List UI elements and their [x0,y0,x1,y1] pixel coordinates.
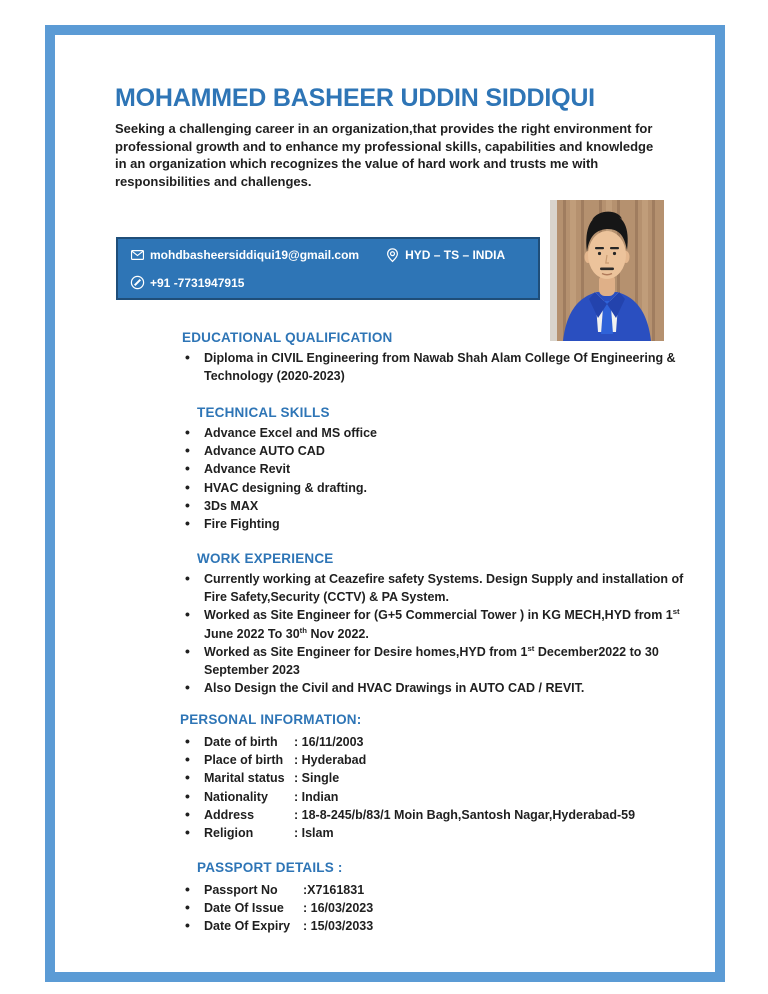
info-row [182,917,612,935]
location-text: HYD – TS – INDIA [405,248,506,262]
personal-info-list [182,733,707,842]
row-label: Date Of Issue [204,901,284,916]
bullet-item: • Worked as Site Engineer for (G+5 Commercial Tower ) in KG MECH,HYD from 1st June 2022 To 30th Nov 2022. [182,606,696,642]
row-value: : Hyderabad [294,753,367,768]
phone-item [130,275,244,290]
passport-details-list [182,881,612,936]
objective-text: Seeking a challenging career in an organization,that provides the right environment for professional growth and to enhance my professional skills, capabilities and knowledge in an organization which recognizes the value of hard work and trusts me with responsibilities and challenges. [115,121,654,189]
row-label: Date of birth [204,735,278,749]
row-value: : 16/11/2003 [294,735,364,749]
bullet-item: • Advance Excel and MS office [182,424,602,442]
section-heading-skills: TECHNICAL SKILLS [197,405,330,420]
bullet-item: • Advance Revit [182,460,602,478]
section-heading-experience: WORK EXPERIENCE [197,551,334,566]
row-value: : Islam [294,826,334,841]
row-label: Marital status [204,771,285,786]
row-value: : 18-8-245/b/83/1 Moin Bagh,Santosh Nagar,Hyderabad-59 [294,807,636,822]
contact-bar [116,237,540,300]
info-row [182,824,707,842]
map-pin-icon [385,247,400,263]
phone-text: +91 -7731947915 [150,275,245,290]
row-label: Date Of Expiry [204,919,291,934]
phone-circle-icon [130,275,145,290]
row-label: Place of birth [204,753,284,768]
row-label: Address [204,807,255,822]
info-row [182,899,612,917]
info-row [182,788,707,806]
section-heading-personal: PERSONAL INFORMATION: [180,712,362,727]
candidate-name: MOHAMMED BASHEER UDDIN SIDDIQUI [115,84,595,112]
profile-photo [550,200,664,341]
bullet-item: • Also Design the Civil and HVAC Drawings in AUTO CAD / REVIT. [182,679,696,697]
bullet-item: • Currently working at Ceazefire safety Systems. Design Supply and installation of Fire Safety,Security (CCTV) & PA System. [182,570,696,606]
location-item [385,247,505,263]
info-row [182,769,707,787]
info-row [182,751,707,769]
skills-list [182,424,602,533]
experience-list [182,570,696,697]
row-value: : Single [294,771,340,786]
bullet-item: • 3Ds MAX [182,497,602,515]
row-value: : 16/03/2023 [303,901,374,916]
section-heading-education: EDUCATIONAL QUALIFICATION [182,330,393,345]
section-heading-passport: PASSPORT DETAILS : [197,860,343,875]
email-item [130,248,359,262]
bullet-item: • Worked as Site Engineer for Desire homes,HYD from 1st December2022 to 30 September 2023 [182,643,696,679]
education-list [182,349,680,385]
info-row [182,881,612,899]
row-label: Religion [204,826,254,841]
bullet-item: • Diploma in CIVIL Engineering from Nawab Shah Alam College Of Engineering & Technology (2020-2023) [182,349,680,385]
contact-row-top [130,247,526,263]
row-value: : 15/03/2033 [303,919,374,934]
envelope-icon [130,248,145,262]
row-label: Passport No [204,883,278,897]
info-row [182,733,707,751]
info-row [182,806,707,824]
row-label: Nationality [204,789,268,804]
row-value: :X7161831 [303,883,365,897]
bullet-item: • Advance AUTO CAD [182,442,602,460]
row-value: : Indian [294,789,339,804]
email-text: mohdbasheersiddiqui19@gmail.com [150,248,360,262]
bullet-item: • Fire Fighting [182,515,602,533]
bullet-item: • HVAC designing & drafting. [182,479,602,497]
contact-row-bottom [130,275,526,290]
